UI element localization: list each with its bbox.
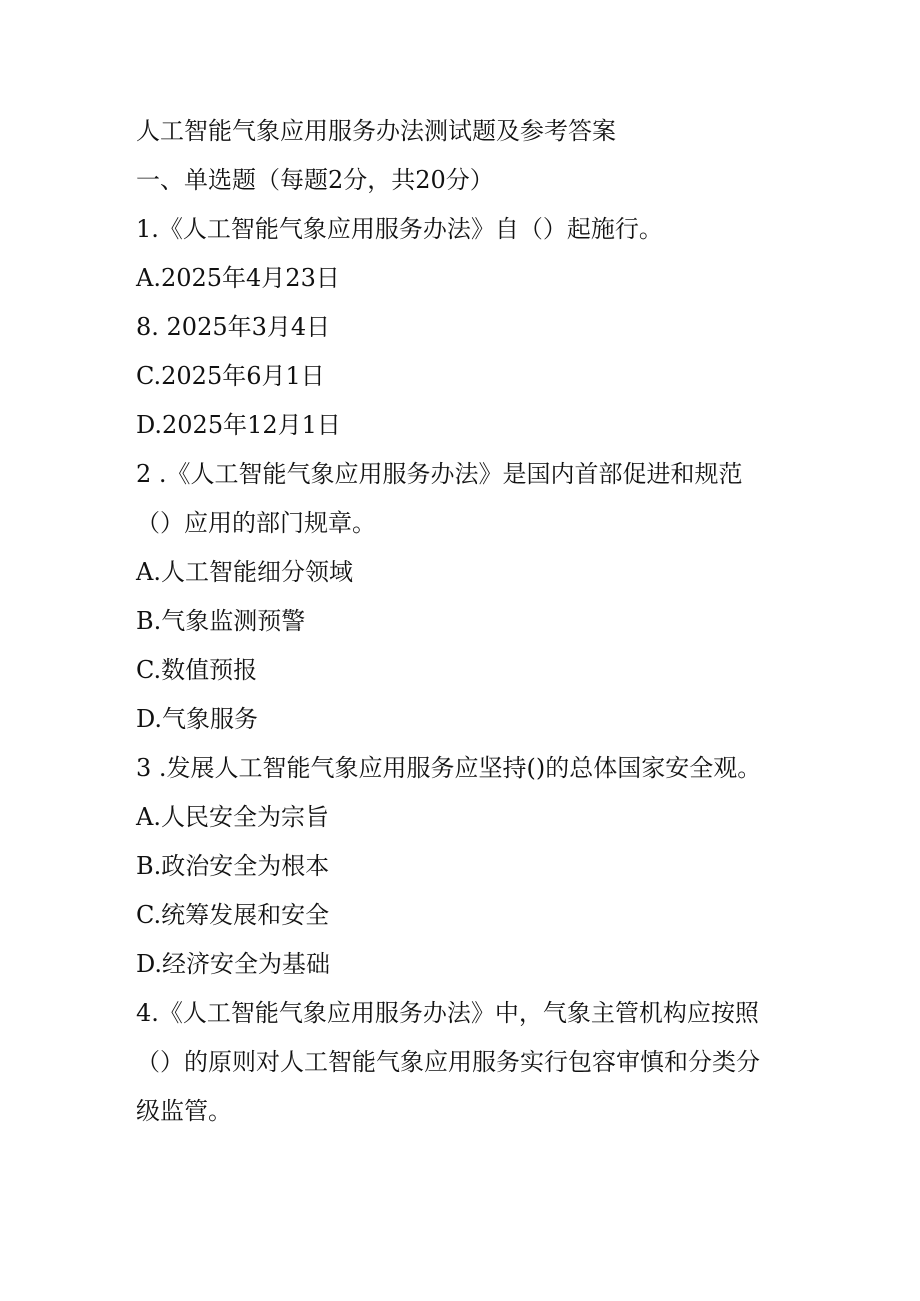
- question-2-option-c: C.数值预报: [136, 656, 258, 684]
- section-heading: 一、单选题（每题2分，共20分）: [136, 166, 494, 194]
- question-2-stem-line1: 2 .《人工智能气象应用服务办法》是国内首部促进和规范: [136, 460, 743, 488]
- question-1-option-b: 8. 2025年3月4日: [136, 313, 331, 341]
- question-1-stem: 1.《人工智能气象应用服务办法》自（）起施行。: [136, 215, 663, 243]
- question-3-option-d: D.经济安全为基础: [136, 950, 331, 978]
- question-2-stem-line2: （）应用的部门规章。: [136, 509, 376, 537]
- question-1-option-d: D.2025年12月1日: [136, 411, 341, 439]
- question-1-option-c: C.2025年6月1日: [136, 362, 325, 390]
- question-2-option-a: A.人工智能细分领域: [136, 558, 353, 586]
- document-title: 人工智能气象应用服务办法测试题及参考答案: [136, 117, 616, 145]
- question-1-option-a: A.2025年4月23日: [136, 264, 340, 292]
- question-3-stem: 3 .发展人工智能气象应用服务应坚持()的总体国家安全观。: [136, 754, 762, 782]
- question-3-option-b: B.政治安全为根本: [136, 852, 330, 880]
- question-3-option-a: A.人民安全为宗旨: [136, 803, 329, 831]
- question-3-option-c: C.统筹发展和安全: [136, 901, 330, 929]
- question-2-option-d: D.气象服务: [136, 705, 259, 733]
- question-4-stem-line3: 级监管。: [136, 1097, 232, 1125]
- question-2-option-b: B.气象监测预警: [136, 607, 306, 635]
- question-4-stem-line2: （）的原则对人工智能气象应用服务实行包容审慎和分类分: [136, 1048, 760, 1076]
- question-4-stem-line1: 4.《人工智能气象应用服务办法》中，气象主管机构应按照: [136, 999, 759, 1027]
